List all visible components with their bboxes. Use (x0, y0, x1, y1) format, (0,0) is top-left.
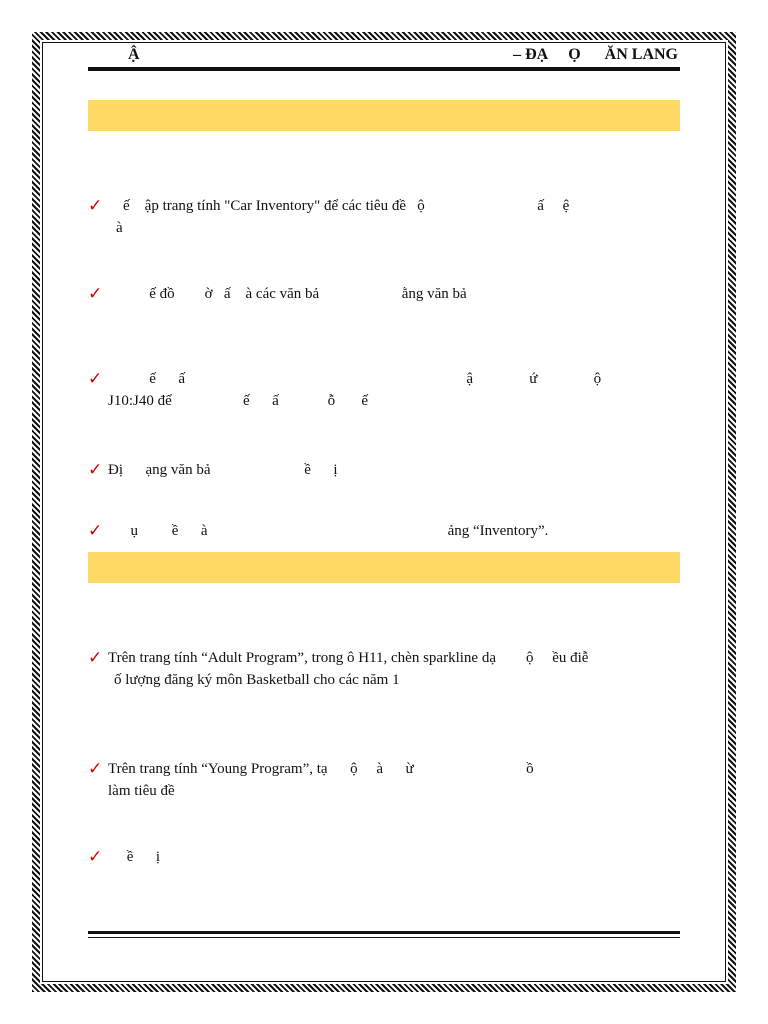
section-1-item-5 (88, 520, 680, 542)
section-1-item-2 (88, 283, 680, 305)
page-border-inner (42, 42, 726, 982)
section-2-item-2 (88, 758, 680, 802)
item-text: Trên trang tính “Adult Program”, trong ô H11, chèn sparkline dạ ộ ều điễ (108, 650, 589, 666)
check-icon: ✓ (88, 648, 103, 668)
item-text: Đị ạng văn bả ề ị (108, 462, 338, 478)
footer-rule (88, 931, 680, 934)
section-1-item-3 (88, 368, 680, 412)
item-text-continued: làm tiêu đề (108, 783, 175, 799)
header-right-text: – ĐẠ Ọ ĂN LANG (513, 46, 678, 63)
section-2-item-3 (88, 846, 680, 868)
check-icon: ✓ (88, 460, 103, 480)
check-icon: ✓ (88, 521, 103, 541)
header-left-text: Ậ (128, 46, 140, 63)
section-1-item-1 (88, 195, 680, 239)
item-text-continued: J10:J40 để ế ấ ỗ ế (108, 393, 368, 409)
item-text: ế ấ ậ ứ ộ (108, 371, 602, 387)
header-rule (88, 67, 680, 71)
item-text: ế đồ ờ ấ à các văn bả ằng văn bả (108, 286, 467, 302)
section-2-item-1 (88, 647, 680, 691)
item-text: ế ập trang tính "Car Inventory" để các tiêu đề ộ ấ ệ (108, 198, 570, 214)
footer-rule-thin (88, 937, 680, 938)
item-text: Trên trang tính “Young Program”, tạ ộ à ừ ồ (108, 761, 534, 777)
section-1-heading-bar (88, 100, 680, 131)
check-icon: ✓ (88, 284, 103, 304)
section-2-heading-bar (88, 552, 680, 583)
item-text: ề ị (108, 849, 161, 865)
check-icon: ✓ (88, 369, 103, 389)
check-icon: ✓ (88, 759, 103, 779)
item-text-continued: ố lượng đăng ký môn Basketball cho các năm 1 (114, 672, 400, 688)
item-text-continued: à (116, 220, 123, 236)
item-text: ụ ề à ảng “Inventory”. (108, 523, 549, 539)
check-icon: ✓ (88, 847, 103, 867)
check-icon: ✓ (88, 196, 103, 216)
section-1-item-4 (88, 459, 680, 481)
